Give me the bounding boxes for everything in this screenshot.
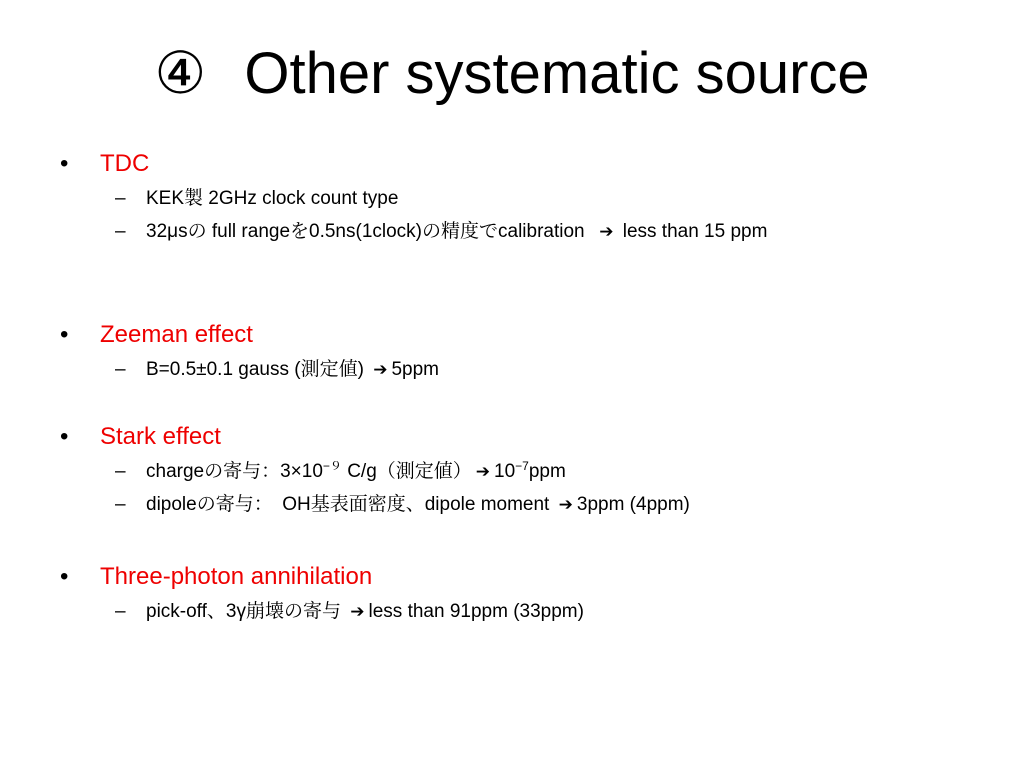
sub-text-before: dipoleの寄与： OH基表面密度、dipole moment xyxy=(146,494,550,515)
arrow-right-icon: ➔ xyxy=(475,462,491,482)
sub-text-before: pick-off、3γ崩壊の寄与 xyxy=(146,601,341,622)
sub-item-stark-dipole xyxy=(60,490,1000,523)
sub-text-after-prefix: 10 xyxy=(494,461,516,482)
sub-text: KEK製 2GHz clock count type xyxy=(146,188,399,209)
sub-dash: – xyxy=(115,494,126,515)
bullet-dot: • xyxy=(60,150,69,177)
sub-text xyxy=(146,457,566,487)
sub-item-zeeman-gauss xyxy=(60,355,1000,388)
slide-title xyxy=(0,38,1024,110)
bullet-label-tdc: TDC xyxy=(100,150,150,177)
section-stark xyxy=(60,421,1000,523)
sub-text-after: less than 91ppm (33ppm) xyxy=(368,601,584,622)
bullet-stark xyxy=(60,421,1000,453)
sub-dash: – xyxy=(115,359,126,380)
sub-text xyxy=(146,490,690,520)
sub-text xyxy=(146,217,767,247)
bullet-label-stark: Stark effect xyxy=(100,423,221,450)
sub-dash: – xyxy=(115,188,126,209)
bullet-tdc xyxy=(60,148,1000,180)
section-tdc xyxy=(60,148,1000,250)
bullet-dot: • xyxy=(60,563,69,590)
sub-text-before: chargeの寄与：3×10 xyxy=(146,461,323,482)
sub-text-after-suffix: ppm xyxy=(528,461,566,482)
section-zeeman xyxy=(60,319,1000,388)
sub-text-after: 3ppm (4ppm) xyxy=(576,494,690,515)
sub-item-tdc-calibration xyxy=(60,217,1000,250)
sub-dash: – xyxy=(115,601,126,622)
sub-item-tdc-clock xyxy=(60,184,1000,217)
sub-dash: – xyxy=(115,461,126,482)
title-number: ④ xyxy=(154,41,207,106)
sub-text-after: less than 15 ppm xyxy=(622,221,768,242)
sub-dash: – xyxy=(115,221,126,242)
title-text: Other systematic source xyxy=(244,41,870,106)
arrow-right-icon: ➔ xyxy=(350,602,365,622)
bullet-label-zeeman: Zeeman effect xyxy=(100,321,253,348)
bullet-three-photon xyxy=(60,561,1000,593)
sub-text xyxy=(146,355,439,385)
bullet-label-three-photon: Three-photon annihilation xyxy=(100,563,373,590)
arrow-right-icon: ➔ xyxy=(599,222,614,242)
arrow-right-icon: ➔ xyxy=(558,495,573,515)
section-three-photon xyxy=(60,561,1000,630)
sub-item-stark-charge xyxy=(60,457,1000,490)
bullet-dot: • xyxy=(60,423,69,450)
superscript: −7 xyxy=(515,459,529,473)
superscript: −９ xyxy=(322,459,342,473)
sub-text-before: 32μsの full rangeを0.5ns(1clock)の精度でcalibration xyxy=(146,221,585,242)
bullet-zeeman xyxy=(60,319,1000,351)
sub-text xyxy=(146,597,584,627)
sub-text-mid: C/g（測定値） xyxy=(347,461,472,482)
sub-item-three-photon-pickoff xyxy=(60,597,1000,630)
sub-text-before: B=0.5±0.1 gauss (測定値) xyxy=(146,359,364,380)
arrow-right-icon: ➔ xyxy=(373,360,388,380)
sub-text-after: 5ppm xyxy=(391,359,439,380)
bullet-dot: • xyxy=(60,321,69,348)
